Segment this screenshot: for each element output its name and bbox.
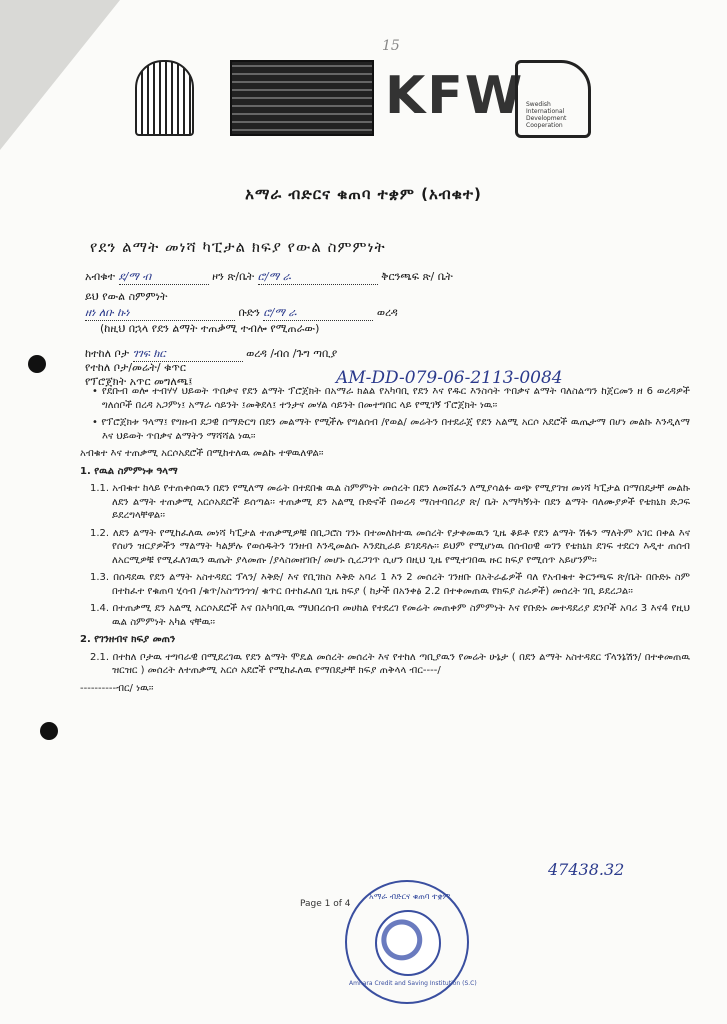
handwritten-group: ዘነ ለቡ ኩነ bbox=[85, 306, 235, 321]
field-line-6: የተከለ ቦታ/መሬት/ ቁጥር bbox=[85, 361, 186, 374]
punch-hole bbox=[40, 722, 58, 740]
handwritten-site: ገገፍ ክር bbox=[133, 347, 243, 362]
acsi-building-logo bbox=[135, 60, 194, 136]
field-line-4: (ከዚህ በኋላ የደን ልማት ተጠቃሚ ተብሎ የሚጠራው) bbox=[100, 322, 320, 335]
page-number: Page 1 of 4 bbox=[300, 899, 351, 909]
agreement-body bbox=[80, 385, 690, 699]
official-stamp: አማራ ብድርና ቁጠባ ተቋም Amhara Credit and Saving Institution (S.C) bbox=[345, 880, 469, 1004]
folded-corner bbox=[0, 0, 120, 150]
handwritten-branch: ሮ/ማ ራ bbox=[258, 270, 378, 285]
organization-name: አማራ ብድርና ቁጠባ ተቋም (አብቁተ) bbox=[245, 185, 482, 203]
field-line-2: ይህ የውል ስምምነት bbox=[85, 290, 168, 303]
paragraph-sub: 1.3. በሰዳደዉ የደን ልማት አስተዳደር ፕላን/ እቅድ/ እና የቢገክስ እቅድ አባሪ 1 እን 2 መሰረት ገንዘቡ በአትራፊዎች ባለ የአብቁተ ቅርንጫፍ ጽ/ቤት በቡድኑ ስም በተከፈተ የቁጠባ ሂሳብ /ቁጥ/አስጣንጎጎ/ ቁጥር በተከፈለበ ጊዜ ክፍያ ( ከታች በአንቀፅ 2.2 በተቀመጠዉ የክፍያ ስራዎች) መሰረት ገቢ ይደረጋል፡፡ bbox=[90, 572, 690, 597]
sida-logo bbox=[515, 60, 591, 138]
paragraph-heading: 2. የገንዘብና ክፍያ መጠን bbox=[80, 634, 176, 645]
field-line-7: የፕሮጀክት አጥር መግለጫ፤ bbox=[85, 375, 193, 388]
sida-caption: Swedish International Development Cooperation bbox=[526, 101, 567, 129]
paragraph-sub: 1.2. ለደን ልማት የሚከፈለዉ መነሻ ካፒታል ተጠቃሚዎቹ በቢጋሮስ ገንኑ በተመለከተዉ መሰረት የታቀመዉን ጊዜ ቆይቶ የደን ልማት ሽፋን ማለትም አገር በቀል እና የሰሀን ዝርያዎችን ማልማት ካልቻሉ የወሰዱትን ገንዘብ እንዲመልሱ እንደኪራይ ይገደዳሉ፡፡ ይህም የሚሆነዉ በሰብዐዊ ወገን የቴክኒክ ደገፍ ተደርጎ እዲተ ጠሰብ ለአርሚዎቹ የሚፈለገዉን ዉጤት ያላመጡ /ያላስመዘገቡ/ መሆኑ ሲረጋገጥ ሲሆን በዚህ ጊዜ የሚተገበዉ ዙር ክፍያ የሚሰጥ አይሆንም፡፡ bbox=[90, 527, 690, 566]
kfw-logo: KFW bbox=[385, 66, 525, 126]
paragraph-sub: 1.1. አብቁተ ከላይ የተጠቀሰዉን በደን የሚለማ መሬት በተደበቁ ዉል ስምምነት መሰረት በደን ለመሸፈን ለሚያሳልፉ ወጭ የሚያገዝ መነሻ ካፒታል በማበደታቸ መልኩ ለደን ልማት ተጠቃሚ አርሶአደሮች ይሰጣል፡፡ ተጠቃሚ ደን አልሚ ቡድኖች በወረዳ ማስተባበሪያ ጽ/ ቤት አማካኝነት በደን ልማት ባለሙያዎች የቴክኒክ ድጋፍ ይደረግላቸዋል፡፡ bbox=[90, 483, 690, 521]
stamp-emblem bbox=[375, 910, 441, 976]
paragraph-plain: ----------ብር/ ነዉ፡፡ bbox=[80, 682, 154, 694]
handwritten-reference-number: AM-DD-079-06-2113-0084 bbox=[336, 368, 563, 388]
logo-strip bbox=[120, 60, 600, 140]
paragraph-sub: 1.4. በተጠቃሚ ደን አልሚ አርሶአደሮች እና በአካባቢዉ ማህበረሰብ መሀከል የተደረገ የመሬት መጠቀም ስምምነት እና የቡድኑ መተዳደሪያ ደንቦች አባሪ 3 እና4 የዚህ ዉል ስምምነት አካል ናቸዉ፡፡ bbox=[90, 603, 690, 628]
punch-hole bbox=[28, 355, 46, 373]
paragraph-bullet: • የፕሮጀክቱ ዓላማ፤ የግዙብ ደጋዊ በማድርግ በደን መልማት የሚችሉ የግልሰብ /የወል/ መሬትን በተደራጀ የደን አልሚ አርሶ አደሮች ዉጤታማ በሆነ መልኩ እንዲለማ እና ህይወት ጥበቃና ልማትን ማሻሻል ነዉ፡፡ bbox=[80, 416, 690, 443]
paragraph-sub: 2.1. በተከለ ቦታዉ ተግባራዊ በሚደረገዉ የደን ልማት ሞዴል መሰረት መሰረት እና የተከለ ጣቢያዉን የመሬት ሁኔታ ( በደን ልማት አስተዳደር ፕላንኔሽን/ በተቀመጠዉ ዝርዝር ) መሰረት ለተጠቃሚ አርሶ አደሮች የሚከፈለዉ የማበደታቸ ክፍያ ጠቅላላ ብር----/ bbox=[90, 651, 690, 676]
field-line-1: አብቁተ ደ/ማ ብ ዞን ጽ/ቤት ሮ/ማ ራ ቅርንጫፍ ጽ/ ቤት bbox=[85, 270, 453, 283]
paragraph-bullet: • የደቡብ ወሎ ተብሃሃ ህይወት ጥበቃና የደን ልማት ፕሮጀክት በአማራ ክልል የአካባቢ የደን እና የዱር እንስሳት ጥበቃና ልማት ባለስልጣን ከጀርመን ዘ 6 ወረዳዎች ግለሰቦች በረዳ አጋምነ፤ አማራ ሳይንት ፤መቅደላ፤ ተንታና መሃል ሳይንት በመተግበር ላይ የሚገኝ ፕሮጀክት ነዉ፡፡ bbox=[80, 385, 690, 412]
handwritten-woreda: ሮ/ማ ራ bbox=[263, 306, 373, 321]
field-line-5: ከተከለ ቦታ ገገፍ ክር ወረዳ /ብሰ /ጉግ ጣቢያ bbox=[85, 347, 338, 360]
handwritten-amount: 47438.32 bbox=[548, 860, 625, 879]
paragraph-plain: አብቁተ እና ተጠቃሚ አርሶአደሮች በሚከተለዉ መልኩ ተዋዉለዋል፡፡ bbox=[80, 448, 324, 459]
paragraph-heading: 1. የዉል ስምምነቱ ዓላማ bbox=[80, 465, 178, 477]
field-line-3: ዘነ ለቡ ኩነ ቡድን ሮ/ማ ራ ወረዳ bbox=[85, 306, 398, 319]
german-cooperation-logo bbox=[230, 60, 374, 136]
handwritten-zone: ደ/ማ ብ bbox=[119, 270, 209, 285]
page-mark: 15 bbox=[382, 38, 400, 54]
document-title: የደን ልማት መነሻ ካፒታል ክፍያ የውል ስምምነት bbox=[90, 238, 386, 256]
